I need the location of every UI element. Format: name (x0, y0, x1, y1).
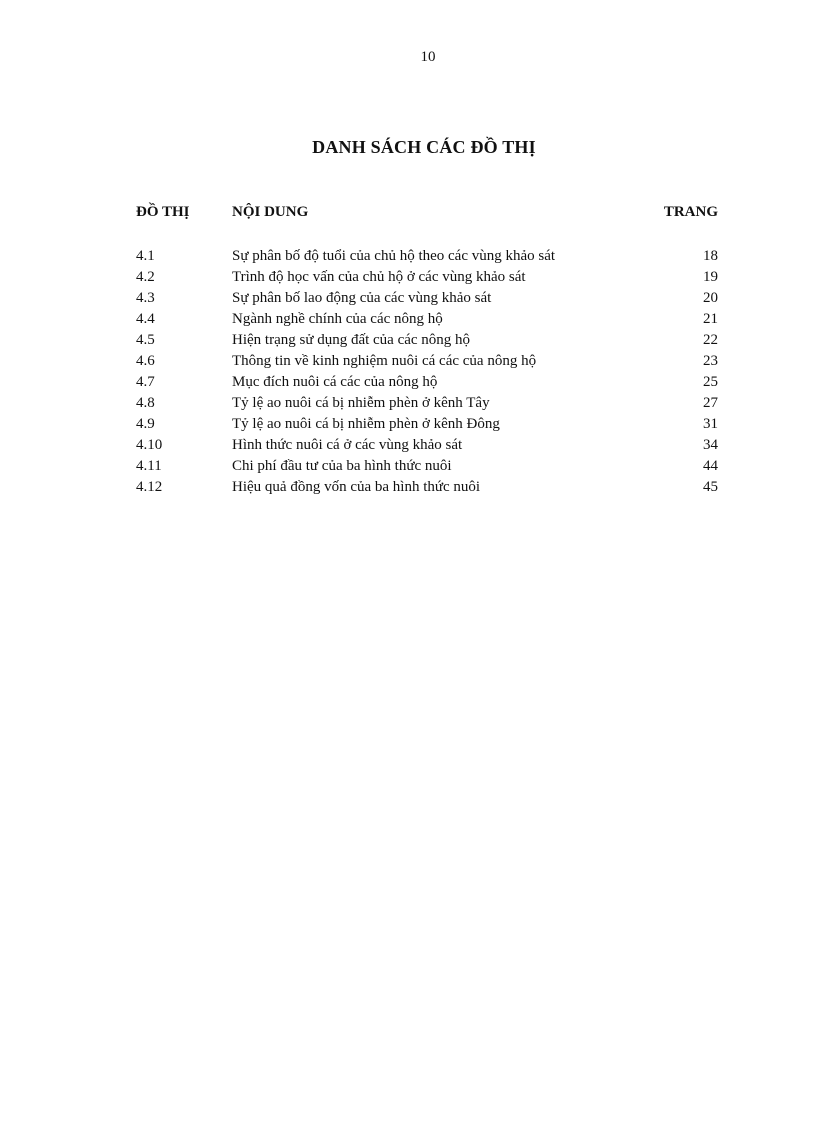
entry-page: 25 (703, 374, 718, 390)
entry-content: Chi phí đầu tư của ba hình thức nuôi (232, 458, 452, 474)
entry-number: 4.4 (136, 311, 155, 327)
entry-content: Sự phân bố lao động của các vùng khảo sát (232, 290, 492, 306)
entry-number: 4.11 (136, 458, 162, 474)
entry-page: 23 (703, 353, 718, 369)
entry-content: Hiện trạng sử dụng đất của các nông hộ (232, 332, 471, 348)
entry-content: Ngành nghề chính của các nông hộ (232, 311, 443, 327)
entry-content: Tỷ lệ ao nuôi cá bị nhiễm phèn ở kênh Tây (232, 395, 490, 411)
entry-page: 44 (703, 458, 718, 474)
entry-content: Thông tin về kinh nghiệm nuôi cá các của nông hộ (232, 353, 537, 369)
list-item (136, 456, 718, 477)
entry-number: 4.7 (136, 374, 155, 390)
list-item (136, 246, 718, 267)
header-chart-number: ĐỒ THỊ (136, 204, 190, 220)
list-item (136, 477, 718, 498)
list-item (136, 309, 718, 330)
entry-page: 22 (703, 332, 718, 348)
entry-page: 21 (703, 311, 718, 327)
entry-page: 27 (703, 395, 718, 411)
list-header (136, 204, 718, 224)
entry-number: 4.3 (136, 290, 155, 306)
entry-number: 4.12 (136, 479, 163, 495)
entry-content: Sự phân bố độ tuổi của chủ hộ theo các vùng khảo sát (232, 248, 556, 264)
list-item (136, 351, 718, 372)
entry-page: 19 (703, 269, 718, 285)
entry-number: 4.9 (136, 416, 155, 432)
entry-page: 31 (703, 416, 718, 432)
entry-content: Hình thức nuôi cá ở các vùng khảo sát (232, 437, 463, 453)
chart-list (136, 246, 718, 498)
document-title: DANH SÁCH CÁC ĐỒ THỊ (312, 137, 536, 157)
header-page: TRANG (663, 204, 718, 220)
entry-page: 45 (703, 479, 718, 495)
entry-content: Trình độ học vấn của chủ hộ ở các vùng khảo sát (232, 269, 526, 285)
entry-number: 4.5 (136, 332, 155, 348)
list-item (136, 330, 718, 351)
entry-number: 4.1 (136, 248, 155, 264)
entry-number: 4.10 (136, 437, 163, 453)
entry-content: Mục đích nuôi cá các của nông hộ (232, 374, 438, 390)
entry-number: 4.8 (136, 395, 155, 411)
header-content: NỘI DUNG (232, 204, 309, 220)
list-item (136, 372, 718, 393)
list-item (136, 435, 718, 456)
entry-page: 18 (703, 248, 718, 264)
list-item (136, 393, 718, 414)
page-number: 10 (420, 49, 436, 65)
entry-page: 34 (703, 437, 718, 453)
list-item (136, 267, 718, 288)
entry-content: Tỷ lệ ao nuôi cá bị nhiễm phèn ở kênh Đông (232, 416, 500, 432)
entry-number: 4.2 (136, 269, 155, 285)
list-item (136, 288, 718, 309)
entry-number: 4.6 (136, 353, 155, 369)
entry-page: 20 (703, 290, 718, 306)
list-item (136, 414, 718, 435)
entry-content: Hiệu quả đồng vốn của ba hình thức nuôi (232, 479, 481, 495)
